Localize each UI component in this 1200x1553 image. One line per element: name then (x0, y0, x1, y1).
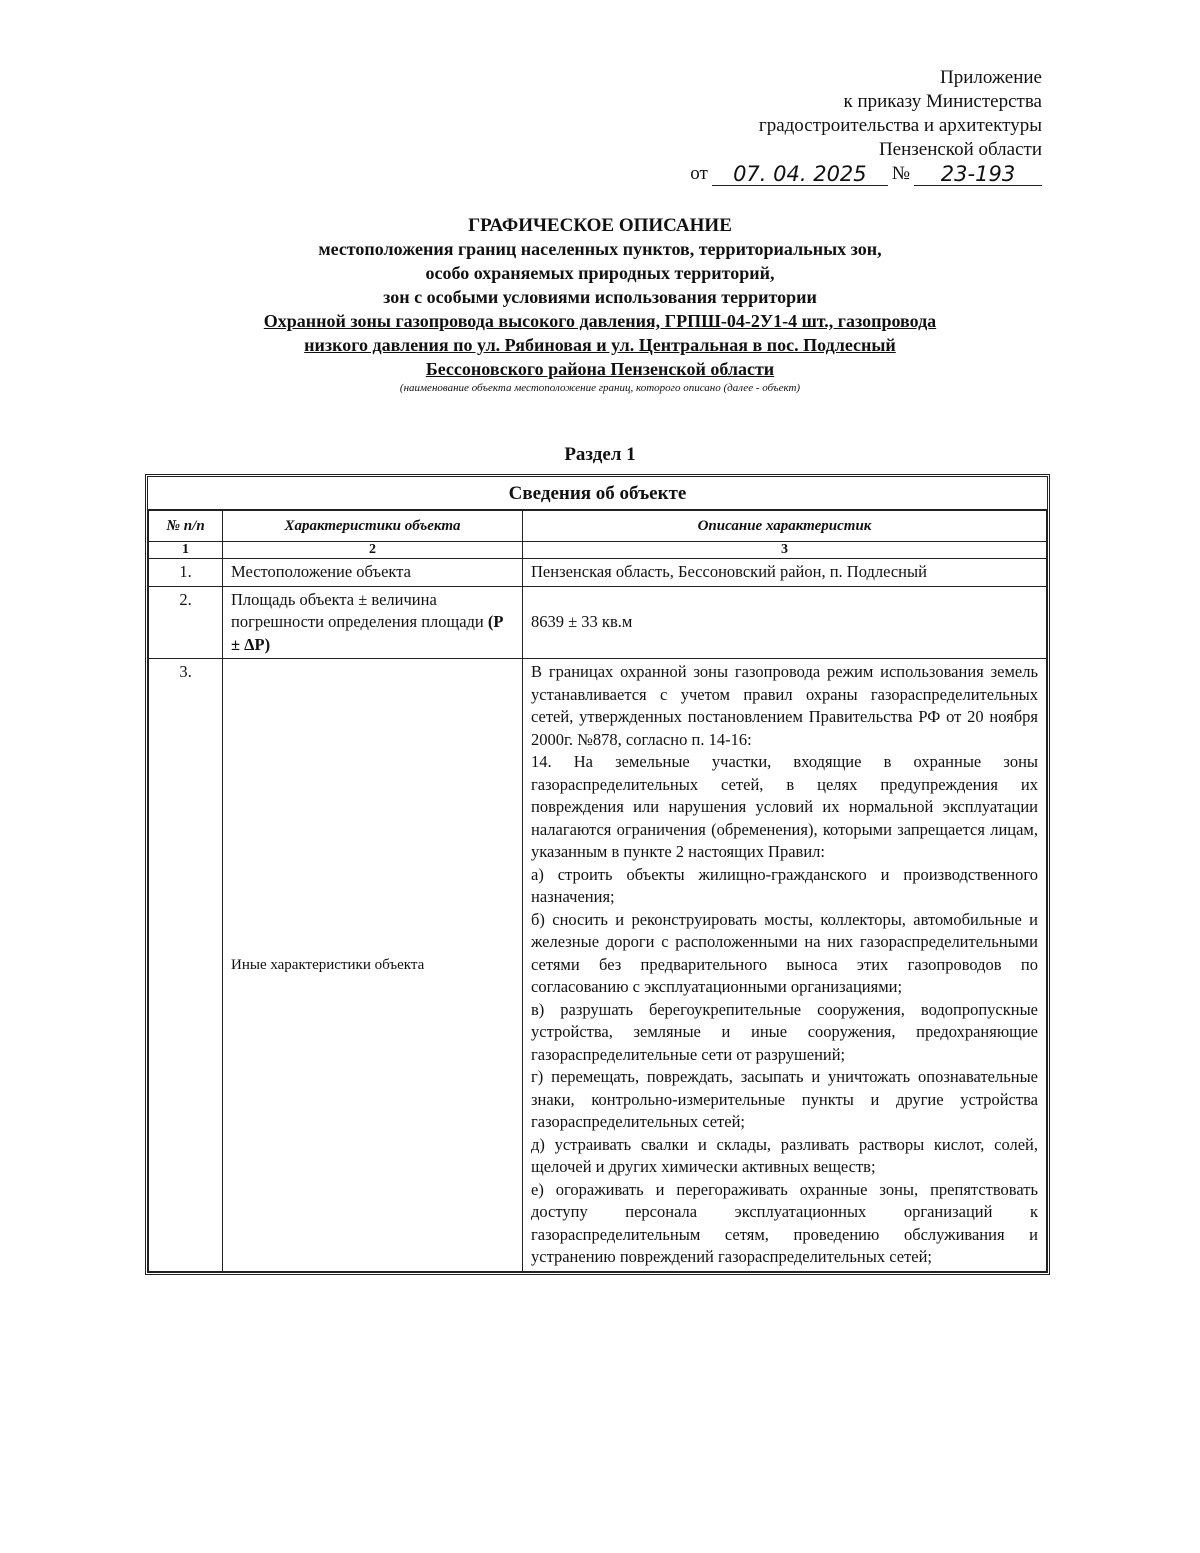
restriction-paragraph: д) устраивать свалки и склады, разливать растворы кислот, солей, щелочей и других химически активных веществ; (531, 1134, 1038, 1176)
object-info-table (145, 474, 1050, 1275)
from-label: от (690, 163, 708, 184)
table-caption: Сведения об объекте (148, 477, 1047, 510)
number-label: № (891, 163, 910, 184)
row-description (523, 659, 1047, 1272)
row-number: 2. (149, 586, 223, 659)
title-line: местоположения границ населенных пунктов, территориальных зон, (318, 239, 882, 259)
appendix-line: градостроительства и архитектуры (758, 115, 1042, 136)
restriction-paragraph: б) сносить и реконструировать мосты, коллекторы, автомобильные и железные дороги с расположенными на них газораспределительными сетями без предварительного выноса этих газопроводов по согласованию с эксплуатационными организациями; (531, 909, 1038, 996)
header-characteristic: Характеристики объекта (223, 511, 523, 542)
section-heading: Раздел 1 (564, 444, 636, 465)
row-characteristic: Местоположение объекта (223, 559, 523, 587)
object-name-line: низкого давления по ул. Рябиновая и ул. Центральная в пос. Подлесный (304, 335, 896, 355)
appendix-block (690, 66, 1042, 186)
restriction-paragraph: а) строить объекты жилищно-гражданского и производственного назначения; (531, 864, 1038, 906)
restriction-paragraph: е) огораживать и перегораживать охранные зоны, препятствовать доступу персонала эксплуатационных организаций к газораспределительным сетям, проведению обслуживания и устранению повреждений газораспределительных сетей; (531, 1179, 1038, 1266)
header-number: № п/п (149, 511, 223, 542)
handwritten-number: 23-193 (914, 163, 1042, 186)
row-characteristic (223, 586, 523, 659)
title-line: особо охраняемых природных территорий, (425, 263, 775, 283)
column-number: 1 (149, 542, 223, 559)
row-description: Пензенская область, Бессоновский район, п. Подлесный (523, 559, 1047, 587)
object-name-note: (наименование объекта местоположение границ, которого описано (далее - объект) (399, 382, 801, 394)
appendix-line: Приложение (940, 67, 1042, 88)
order-date-line (690, 162, 1042, 186)
table-row (149, 659, 1047, 1272)
restriction-paragraph: г) перемещать, повреждать, засыпать и уничтожать опознавательные знаки, контрольно-измерительные пункты и другие устройства газораспределительных сетей; (531, 1067, 1038, 1131)
appendix-line: Пензенской области (878, 139, 1042, 160)
title-main: ГРАФИЧЕСКОЕ ОПИСАНИЕ (468, 215, 732, 236)
handwritten-date: 07. 04. 2025 (712, 163, 888, 186)
appendix-line: к приказу Министерства (843, 91, 1042, 112)
row-description: 8639 ± 33 кв.м (523, 586, 1047, 659)
title-line: зон с особыми условиями использования территории (383, 287, 817, 307)
row-number: 1. (149, 559, 223, 587)
restriction-paragraph: 14. На земельные участки, входящие в охранные зоны газораспределительных сетей, в целях предупреждения их повреждения или нарушения условий их нормальной эксплуатации налагаются ограничения (обременения), которыми запрещается лицам, указанным в пункте 2 настоящих Правил: (531, 752, 1038, 861)
column-number: 3 (523, 542, 1047, 559)
object-name-line: Охранной зоны газопровода высокого давления, ГРПШ-04-2У1-4 шт., газопровода (263, 311, 937, 331)
restriction-paragraph: в) разрушать берегоукрепительные сооружения, водопропускные устройства, земляные и иные сооружения, предохраняющие газораспределительные сети от разрушений; (531, 999, 1038, 1064)
document-title (140, 214, 1060, 395)
restriction-paragraph: В границах охранной зоны газопровода режим использования земель устанавливается с учетом правил охраны газораспределительных сетей, утвержденных постановлением Правительства РФ от 20 ноября 2000г. №878, согласно п. 14-16: (531, 662, 1038, 749)
area-label: Площадь объекта ± величина погрешности определения площади (231, 589, 488, 631)
table-row (149, 559, 1047, 587)
object-name-line: Бессоновского района Пензенской области (425, 359, 775, 379)
row-characteristic: Иные характеристики объекта (223, 659, 523, 1272)
area-formula: (Р ± ΔР) (231, 612, 504, 654)
table-row (149, 586, 1047, 659)
header-description: Описание характеристик (523, 511, 1047, 542)
column-number: 2 (223, 542, 523, 559)
row-number: 3. (149, 659, 223, 1272)
